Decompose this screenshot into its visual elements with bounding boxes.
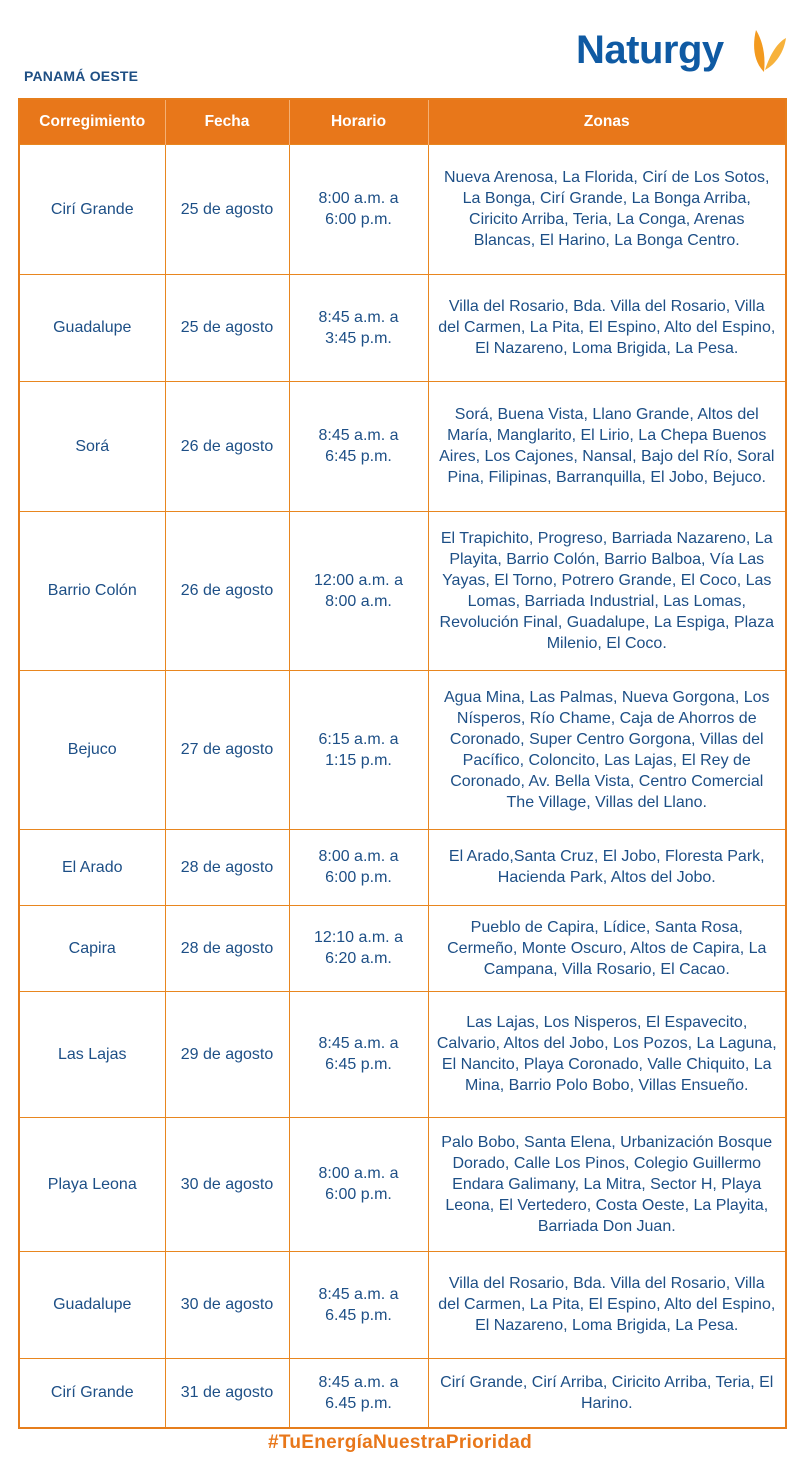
cell-fecha: 30 de agosto (165, 1117, 289, 1251)
cell-fecha: 25 de agosto (165, 144, 289, 274)
column-header-corregimiento: Corregimiento (19, 99, 165, 144)
horario-end: 6:00 p.m. (325, 869, 392, 886)
horario-start: 8:00 a.m. a (318, 190, 399, 207)
cell-corregimiento: Barrio Colón (19, 511, 165, 670)
horario-end: 6:00 p.m. (325, 211, 392, 228)
table-row (19, 1251, 786, 1358)
footer-hashtag: #TuEnergíaNuestraPrioridad (267, 1432, 532, 1453)
cell-horario (289, 144, 428, 274)
horario-start: 8:45 a.m. a (318, 427, 399, 444)
cell-corregimiento: Cirí Grande (19, 144, 165, 274)
horario-end: 6:45 p.m. (325, 1056, 392, 1073)
cell-corregimiento: El Arado (19, 829, 165, 905)
horario-start: 8:45 a.m. a (318, 1373, 399, 1391)
cell-horario (289, 991, 428, 1117)
cell-corregimiento: Playa Leona (19, 1117, 165, 1251)
cell-corregimiento: Bejuco (19, 670, 165, 829)
table-row (19, 829, 786, 905)
horario-end: 1:15 p.m. (325, 751, 392, 769)
table-header-row (19, 99, 786, 144)
cell-fecha: 27 de agosto (165, 670, 289, 829)
table-row (19, 274, 786, 381)
table-row (19, 1358, 786, 1428)
cell-horario (289, 670, 428, 829)
horario-start: 6:15 a.m. a (318, 730, 399, 748)
cell-fecha: 26 de agosto (165, 381, 289, 511)
horario-end: 3:45 p.m. (325, 329, 392, 347)
cell-zonas: El Arado,Santa Cruz, El Jobo, Floresta Park, Hacienda Park, Altos del Jobo. (428, 829, 786, 905)
cell-zonas: Villa del Rosario, Bda. Villa del Rosario, Villa del Carmen, La Pita, El Espino, Alto del Espino, El Nazareno, Loma Brigida, La Pesa. (428, 274, 786, 381)
cell-zonas: El Trapichito, Progreso, Barriada Nazareno, La Playita, Barrio Colón, Barrio Balboa, Vía Las Yayas, El Torno, Potrero Grande, El Coco, Las Lomas, Barriada Industrial, Las Lomas, Revolución Final, Guadalupe, La Espiga, Plaza Milenio, El Coco. (428, 511, 786, 670)
cell-horario (289, 1251, 428, 1358)
horario-end: 6.45 p.m. (325, 1394, 392, 1412)
horario-end: 6.45 p.m. (325, 1306, 392, 1324)
column-header-fecha: Fecha (165, 99, 289, 144)
cell-fecha: 28 de agosto (165, 829, 289, 905)
horario-start: 12:00 a.m. a (314, 571, 403, 589)
horario-start: 8:45 a.m. a (318, 1035, 399, 1052)
cell-zonas: Las Lajas, Los Nisperos, El Espavecito, Calvario, Altos del Jobo, Los Pozos, La Laguna, El Nancito, Playa Coronado, Valle Chiquito, La Mina, Barrio Polo Bobo, Villas Ensueño. (428, 991, 786, 1117)
cell-corregimiento: Cirí Grande (19, 1358, 165, 1428)
cell-zonas: Cirí Grande, Cirí Arriba, Ciricito Arriba, Teria, El Harino. (428, 1358, 786, 1428)
naturgy-logo (576, 22, 790, 84)
column-header-zonas: Zonas (428, 99, 786, 144)
cell-fecha: 26 de agosto (165, 511, 289, 670)
horario-end: 8:00 a.m. (325, 592, 392, 610)
cell-fecha: 28 de agosto (165, 905, 289, 991)
schedule-table (18, 98, 787, 1429)
table-row (19, 381, 786, 511)
cell-zonas: Sorá, Buena Vista, Llano Grande, Altos del María, Manglarito, El Lirio, La Chepa Buenos Aires, Los Cajones, Nansal, Bajo del Río, Soral Pina, Filipinas, Barranquilla, El Jobo, Bejuco. (428, 381, 786, 511)
cell-zonas: Palo Bobo, Santa Elena, Urbanización Bosque Dorado, Calle Los Pinos, Colegio Guillermo Endara Galimany, La Mitra, Sector H, Playa Leona, El Vertedero, Costa Oeste, La Playita, Barriada Don Juan. (428, 1117, 786, 1251)
region-title: PANAMÁ OESTE (24, 68, 139, 84)
horario-start: 8:45 a.m. a (318, 1285, 399, 1303)
cell-corregimiento: Guadalupe (19, 1251, 165, 1358)
cell-horario (289, 1117, 428, 1251)
cell-horario (289, 829, 428, 905)
cell-zonas: Agua Mina, Las Palmas, Nueva Gorgona, Los Nísperos, Río Chame, Caja de Ahorros de Coronado, Super Centro Gorgona, Villas del Pacífico, Coloncito, Las Lajas, El Rey de Coronado, Av. Bella Vista, Centro Comercial The Village, Villas del Llano. (428, 670, 786, 829)
column-header-horario: Horario (289, 99, 428, 144)
horario-end: 6:00 p.m. (325, 1186, 392, 1203)
horario-start: 12:10 a.m. a (314, 929, 403, 946)
cell-zonas: Pueblo de Capira, Lídice, Santa Rosa, Cermeño, Monte Oscuro, Altos de Capira, La Campana, Villa Rosario, El Cacao. (428, 905, 786, 991)
brand-wordmark: Naturgy (576, 28, 724, 72)
cell-horario (289, 1358, 428, 1428)
cell-corregimiento: Sorá (19, 381, 165, 511)
cell-zonas: Nueva Arenosa, La Florida, Cirí de Los Sotos, La Bonga, Cirí Grande, La Bonga Arriba, Ciricito Arriba, Teria, La Conga, Arenas Blancas, El Harino, La Bonga Centro. (428, 144, 786, 274)
horario-start: 8:45 a.m. a (318, 308, 399, 326)
cell-horario (289, 905, 428, 991)
cell-fecha: 30 de agosto (165, 1251, 289, 1358)
table-row (19, 144, 786, 274)
table-row (19, 991, 786, 1117)
cell-zonas: Villa del Rosario, Bda. Villa del Rosario, Villa del Carmen, La Pita, El Espino, Alto del Espino, El Nazareno, Loma Brigida, La Pesa. (428, 1251, 786, 1358)
horario-start: 8:00 a.m. a (318, 1165, 399, 1182)
cell-fecha: 29 de agosto (165, 991, 289, 1117)
table-row (19, 1117, 786, 1251)
table-row (19, 511, 786, 670)
cell-fecha: 31 de agosto (165, 1358, 289, 1428)
cell-corregimiento: Las Lajas (19, 991, 165, 1117)
horario-end: 6:45 p.m. (325, 448, 392, 465)
cell-corregimiento: Capira (19, 905, 165, 991)
cell-fecha: 25 de agosto (165, 274, 289, 381)
horario-end: 6:20 a.m. (325, 950, 392, 967)
horario-start: 8:00 a.m. a (318, 848, 399, 865)
butterfly-icon (748, 24, 788, 76)
cell-horario (289, 381, 428, 511)
cell-corregimiento: Guadalupe (19, 274, 165, 381)
cell-horario (289, 274, 428, 381)
cell-horario (289, 511, 428, 670)
table-row (19, 905, 786, 991)
table-row (19, 670, 786, 829)
